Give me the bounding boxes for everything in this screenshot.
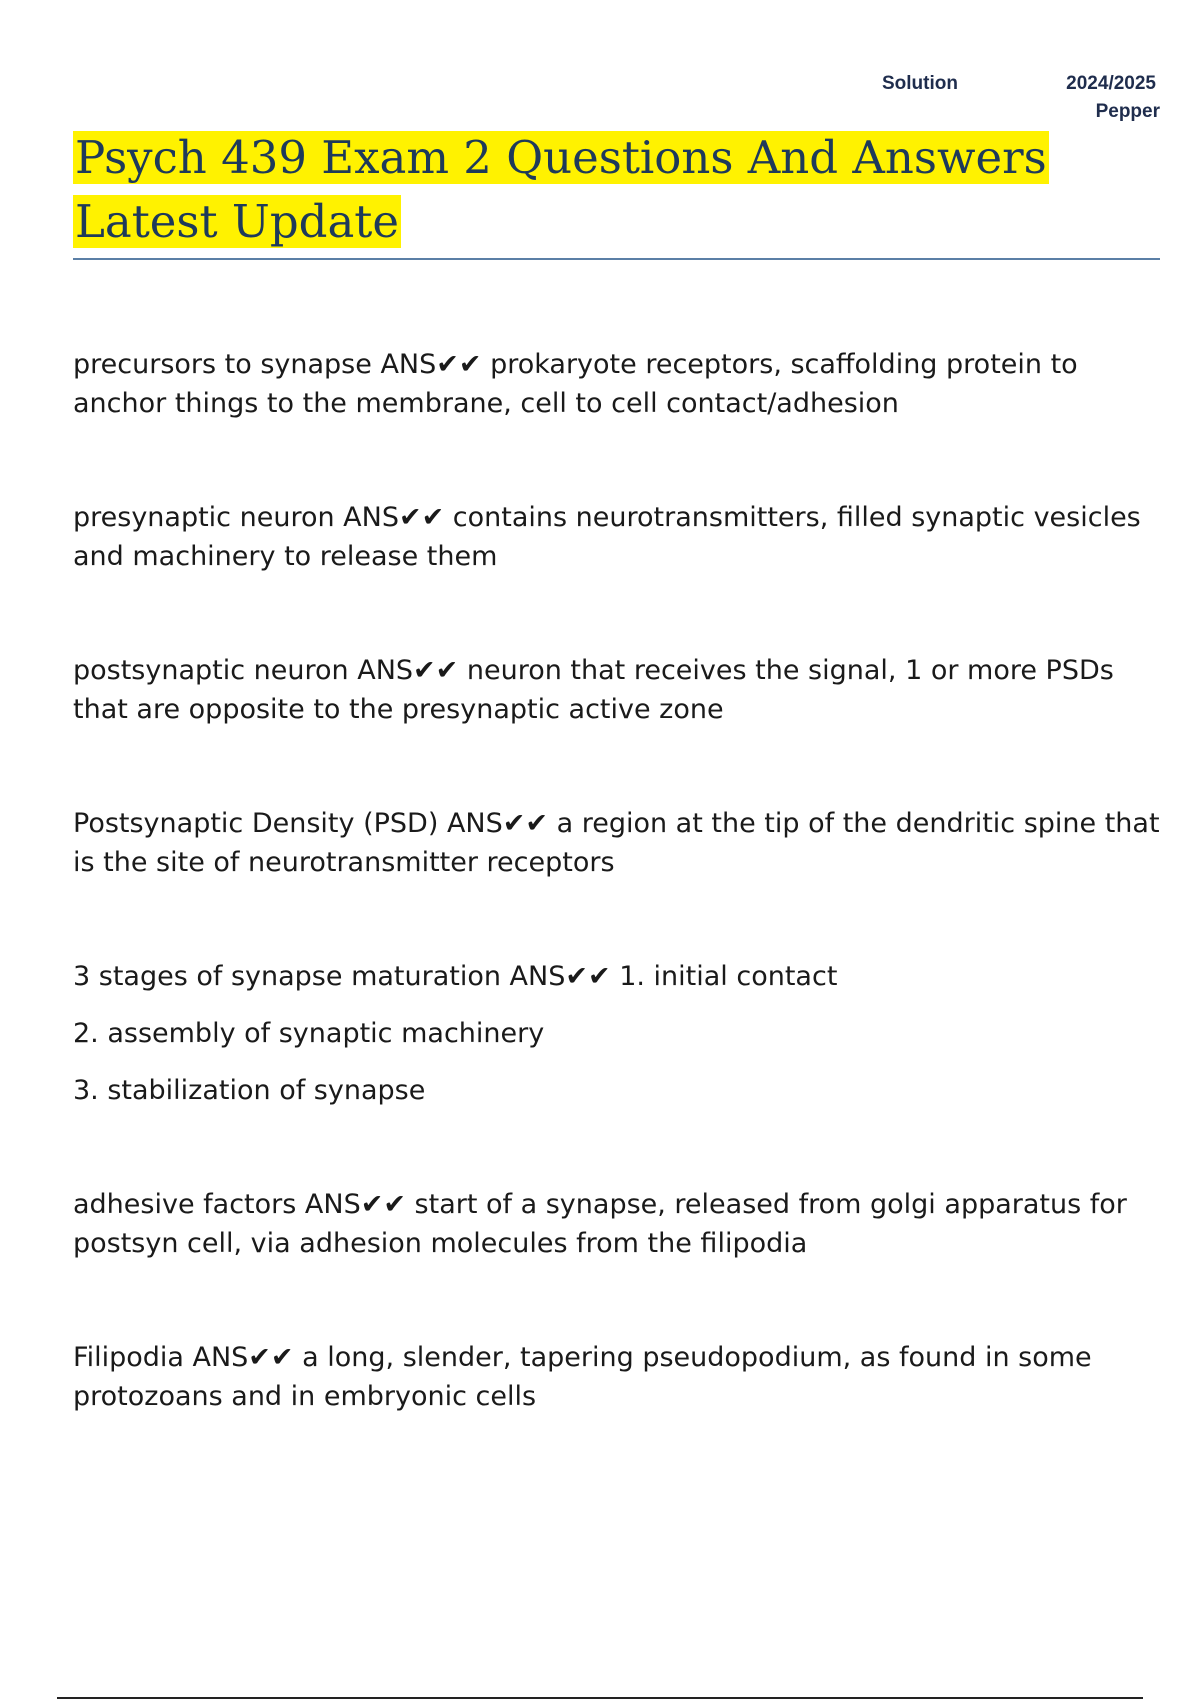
title-divider: [73, 258, 1160, 260]
qa-list: [73, 345, 1163, 1416]
qa-entry: precursors to synapse ANS✔✔ prokaryote receptors, scaffolding protein to anchor things to the membrane, cell to cell contact/adhesion: [73, 349, 1078, 419]
author-label: Pepper: [1095, 101, 1160, 122]
qa-entry: Filipodia ANS✔✔ a long, slender, tapering pseudopodium, as found in some protozoans and in embryonic cells: [73, 1342, 1092, 1412]
qa-entry-line: 2. assembly of synaptic machinery: [73, 1018, 545, 1049]
title-line-2: Latest Update: [75, 195, 399, 248]
qa-entry-line: 3. stabilization of synapse: [73, 1075, 426, 1106]
footer-divider: [57, 1697, 1143, 1699]
qa-entry: [73, 957, 1163, 1110]
title-block: [73, 126, 1160, 254]
qa-entry-line: 3 stages of synapse maturation ANS✔✔ 1. initial contact: [73, 961, 838, 992]
qa-entry: postsynaptic neuron ANS✔✔ neuron that receives the signal, 1 or more PSDs that are opposite to the presynaptic active zone: [73, 655, 1114, 725]
qa-entry: Postsynaptic Density (PSD) ANS✔✔ a region at the tip of the dendritic spine that is the site of neurotransmitter receptors: [73, 808, 1160, 878]
year-label: 2024/2025: [1066, 73, 1156, 94]
solution-label: Solution: [882, 73, 958, 94]
header-meta: [840, 73, 1160, 129]
qa-entry: presynaptic neuron ANS✔✔ contains neurotransmitters, filled synaptic vesicles and machinery to release them: [73, 502, 1141, 572]
page-title: [73, 126, 1160, 254]
title-line-1: Psych 439 Exam 2 Questions And Answers: [75, 131, 1047, 184]
qa-entry: adhesive factors ANS✔✔ start of a synapse, released from golgi apparatus for postsyn cell, via adhesion molecules from the filipodia: [73, 1189, 1127, 1259]
